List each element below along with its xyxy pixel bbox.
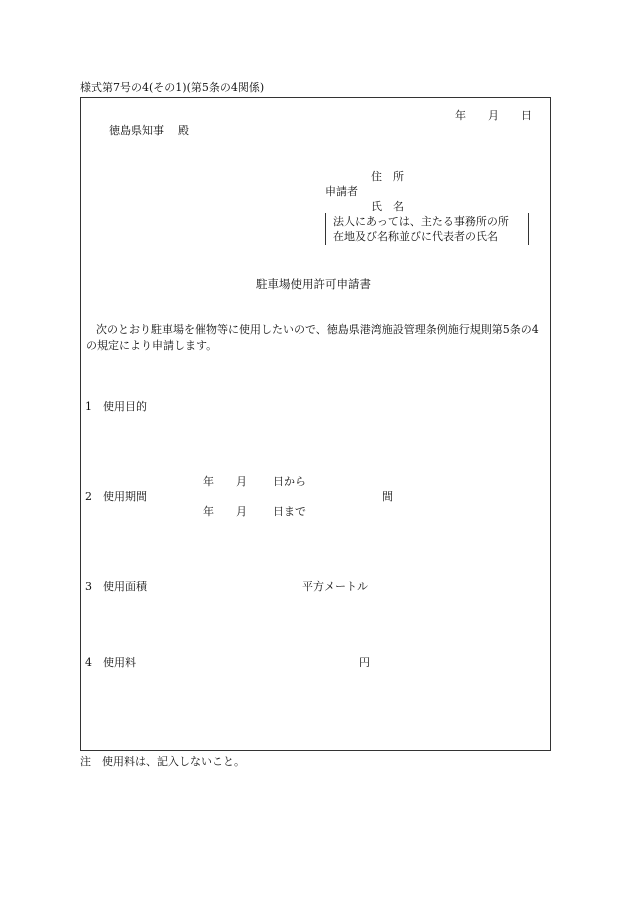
- name-label: 氏 名: [371, 200, 404, 213]
- period-from-month: 月: [236, 475, 247, 488]
- period-to-year: 年: [203, 505, 214, 518]
- form-frame: [80, 97, 551, 751]
- period-label: 使用期間: [103, 490, 147, 503]
- period-to-day: 日まで: [273, 505, 306, 518]
- address-label: 住 所: [371, 170, 404, 183]
- period-duration-unit: 間: [382, 490, 393, 503]
- form-number: 様式第7号の4(その1)(第5条の4関係): [80, 81, 265, 94]
- item-number-4: 4: [85, 656, 92, 669]
- fee-unit: 円: [359, 656, 370, 669]
- corporate-note-line1: 法人にあっては、主たる事務所の所: [333, 215, 509, 228]
- form-body-text: [86, 322, 548, 354]
- period-from-day: 日から: [273, 475, 306, 488]
- corporate-note-line2: 在地及び名称並びに代表者の氏名: [333, 230, 498, 243]
- period-from-year: 年: [203, 475, 214, 488]
- item-number-3: 3: [85, 580, 92, 593]
- area-label: 使用面積: [103, 580, 147, 593]
- fee-label: 使用料: [103, 656, 136, 669]
- form-body-content: 次のとおり駐車場を催物等に使用したいので、徳島県港湾施設管理条例施行規則第5条の4の規定により申請します。: [86, 323, 539, 352]
- corporate-note-bracket: [325, 213, 529, 245]
- period-to-month: 月: [236, 505, 247, 518]
- date-year-label: 年: [455, 109, 466, 122]
- item-number-1: 1: [85, 400, 92, 413]
- addressee-name: 徳島県知事: [109, 124, 164, 137]
- applicant-label: 申請者: [325, 185, 358, 198]
- date-day-label: 日: [521, 109, 532, 122]
- date-month-label: 月: [488, 109, 499, 122]
- footnote: 注 使用料は、記入しないこと。: [80, 755, 245, 768]
- purpose-label: 使用目的: [103, 400, 147, 413]
- form-title: 駐車場使用許可申請書: [256, 277, 371, 291]
- addressee-honorific: 殿: [178, 124, 189, 137]
- area-unit: 平方メートル: [302, 580, 368, 593]
- item-number-2: 2: [85, 490, 92, 503]
